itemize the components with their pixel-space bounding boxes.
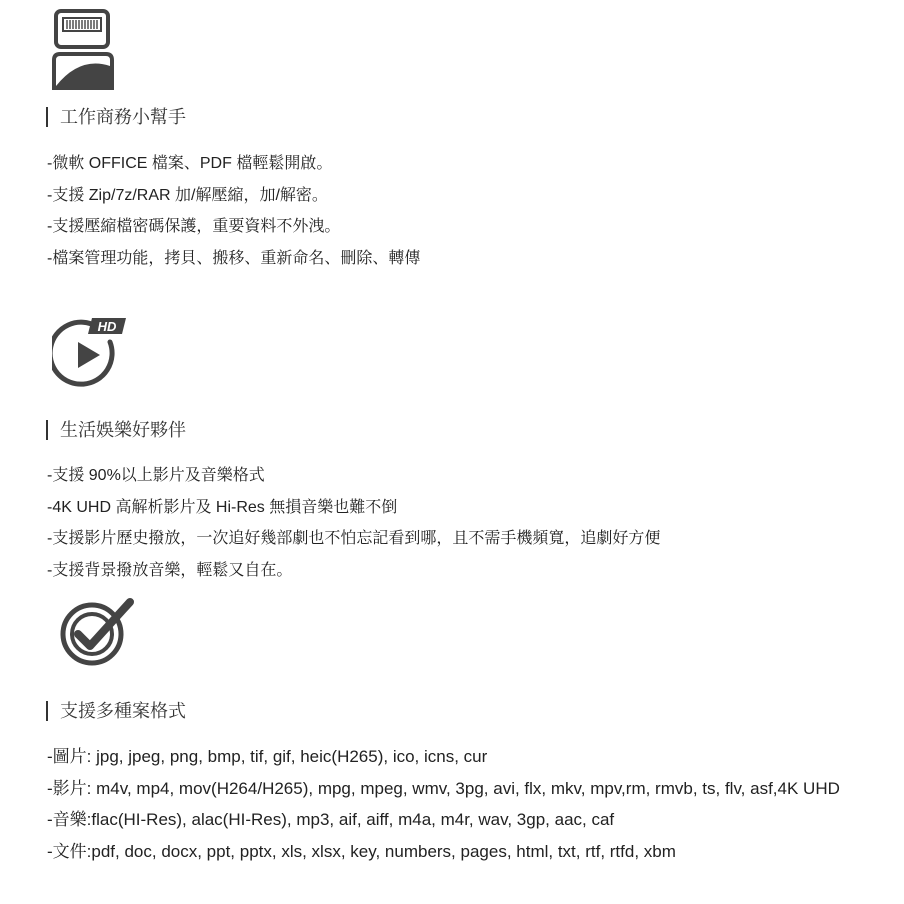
section-title xyxy=(46,419,186,441)
list-item: -微軟 OFFICE 檔案、PDF 檔輕鬆開啟。 xyxy=(47,155,333,172)
format-list xyxy=(47,741,847,867)
section-title-text: 工作商務小幫手 xyxy=(60,107,186,127)
section-title xyxy=(46,106,186,128)
list-item: -支援 Zip/7z/RAR 加/解壓縮，加/解密。 xyxy=(47,186,328,204)
feature-list xyxy=(47,460,867,586)
section-title-text: 支援多種案格式 xyxy=(60,701,186,721)
list-item: -影片: m4v, mp4, mov(H264/H265), mpg, mpeg, wmv, 3pg, avi, flx, mkv, mpv,rm, rmvb, ts, flv, asf,4K UHD xyxy=(47,778,840,798)
list-item: -支援 90%以上影片及音樂格式 xyxy=(47,467,265,484)
list-item: -支援影片歷史撥放，一次追好幾部劇也不怕忘記看到哪，且不需手機頻寬，追劇好方便 xyxy=(47,530,661,547)
section-title xyxy=(46,700,186,722)
list-item: -支援背景撥放音樂，輕鬆又自在。 xyxy=(47,561,293,579)
title-divider xyxy=(46,420,48,440)
checkmark-circle-icon xyxy=(58,598,136,666)
list-item: -圖片: jpg, jpeg, png, bmp, tif, gif, heic(H265), ico, icns, cur xyxy=(47,747,488,766)
title-divider xyxy=(46,107,48,127)
hd-play-icon xyxy=(52,314,128,388)
list-item: -4K UHD 高解析影片及 Hi-Res 無損音樂也難不倒 xyxy=(47,498,398,516)
list-item: -檔案管理功能，拷貝、搬移、重新命名、刪除、轉傳 xyxy=(47,249,421,267)
lightning-connector-icon xyxy=(50,8,116,92)
title-divider xyxy=(46,701,48,721)
feature-list xyxy=(47,148,867,274)
list-item: -文件:pdf, doc, docx, ppt, pptx, xls, xlsx, key, numbers, pages, html, txt, rtf, rtfd, xbm xyxy=(47,841,676,861)
list-item: -音樂:flac(HI-Res), alac(HI-Res), mp3, aif, aiff, m4a, m4r, wav, 3gp, aac, caf xyxy=(47,810,615,829)
list-item: -支援壓縮檔密碼保護，重要資料不外洩。 xyxy=(47,218,341,235)
section-title-text: 生活娛樂好夥伴 xyxy=(60,420,186,440)
hd-badge-text: HD xyxy=(97,319,117,334)
